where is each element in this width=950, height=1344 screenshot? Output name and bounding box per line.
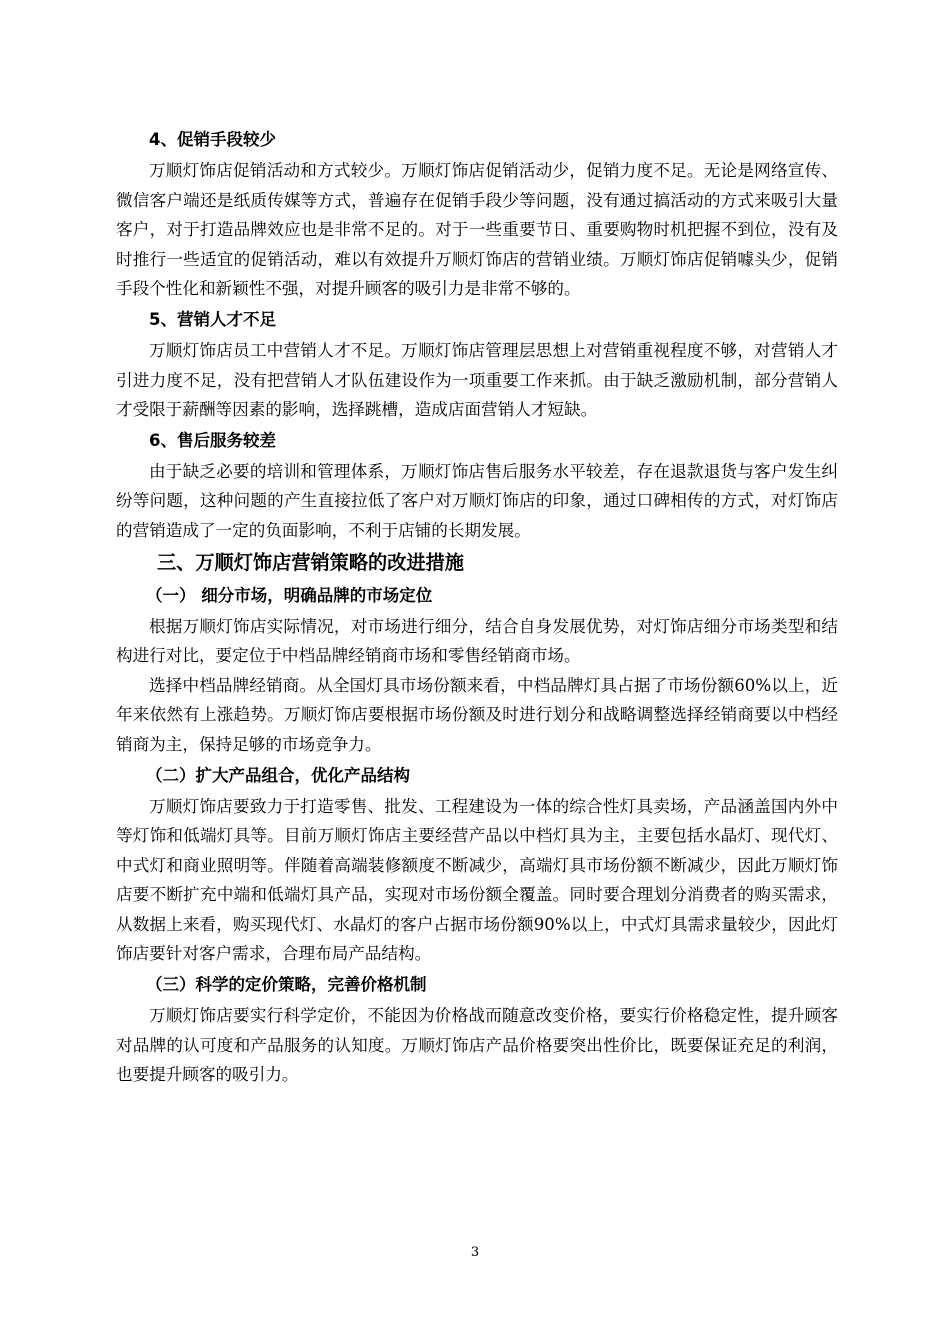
section-heading-promotion: 4、促销手段较少 — [149, 130, 276, 149]
subsection-heading-product-mix: （二）扩大产品组合，优化产品结构 — [146, 765, 410, 785]
paragraph-pricing: 万顺灯饰店要实行科学定价，不能因为价格战而随意改变价格，要实行价格稳定性，提升顾客对品牌的认可度和产品服务的认知度。万顺灯饰店产品价格要突出性价比，既要保证充足的利润，也要提升顾客的吸引力。 — [116, 1006, 838, 1085]
paragraph-talent: 万顺灯饰店员工中营销人才不足。万顺灯饰店管理层思想上对营销重视程度不够，对营销人才引进力度不足，没有把营销人才队伍建设作为一项重要工作来抓。由于缺乏激励机制，部分营销人才受限于薪酬等因素的影响，选择跳槽，造成店面营销人才短缺。 — [116, 340, 838, 420]
subsection-heading-pricing: （三）科学的定价策略，完善价格机制 — [146, 975, 427, 995]
page-number: 3 — [470, 1245, 480, 1260]
paragraph-after-sales: 由于缺乏必要的培训和管理体系，万顺灯饰店售后服务水平较差，存在退款退货与客户发生纠纷等问题，这种问题的产生直接拉低了客户对万顺灯饰店的印象，通过口碑相传的方式，对灯饰店的营销造成了一定的负面影响，不利于店铺的长期发展。 — [116, 461, 838, 540]
subsection-heading-market-segmentation: （一） 细分市场，明确品牌的市场定位 — [146, 585, 433, 605]
section-heading-talent: 5、营销人才不足 — [149, 309, 276, 329]
chapter-heading-improvements: 三、万顺灯饰店营销策略的改进措施 — [157, 550, 464, 574]
paragraph-product-mix: 万顺灯饰店要致力于打造零售、批发、工程建设为一体的综合性灯具卖场，产品涵盖国内外中等灯饰和低端灯具等。目前万顺灯饰店主要经营产品以中档灯具为主，主要包括水晶灯、现代灯、中式灯和商业照明等。伴随着高端装修额度不断减少，高端灯具市场份额不断减少，因此万顺灯饰店要不断扩充中端和低端灯具产品，实现对市场份额全覆盖。同时要合理划分消费者的购买需求，从数据上来看，购买现代灯、水晶灯的客户占据市场份额90%以上，中式灯具需求量较少，因此灯饰店要针对客户需求，合理布局产品结构。 — [116, 796, 838, 964]
paragraph-promotion: 万顺灯饰店促销活动和方式较少。万顺灯饰店促销活动少，促销力度不足。无论是网络宣传、微信客户端还是纸质传媒等方式，普遍存在促销手段少等问题，没有通过搞活动的方式来吸引大量客户，对于打造品牌效应也是非常不足的。对于一些重要节日、重要购物时机把握不到位，没有及时推行一些适宜的促销活动，难以有效提升万顺灯饰店的营销业绩。万顺灯饰店促销噱头少，促销手段个性化和新颖性不强，对提升顾客的吸引力是非常不够的。 — [116, 161, 838, 299]
section-heading-after-sales: 6、售后服务较差 — [149, 430, 276, 450]
page-content — [116, 124, 838, 1090]
paragraph-market-segmentation-1: 根据万顺灯饰店实际情况，对市场进行细分，结合自身发展优势，对灯饰店细分市场类型和结构进行对比，要定位于中档品牌经销商市场和零售经销商市场。 — [116, 616, 838, 666]
paragraph-market-segmentation-2: 选择中档品牌经销商。从全国灯具市场份额来看，中档品牌灯具占据了市场份额60%以上，近年来依然有上涨趋势。万顺灯饰店要根据市场份额及时进行划分和战略调整选择经销商要以中档经销商为主，保持足够的市场竞争力。 — [116, 675, 838, 754]
